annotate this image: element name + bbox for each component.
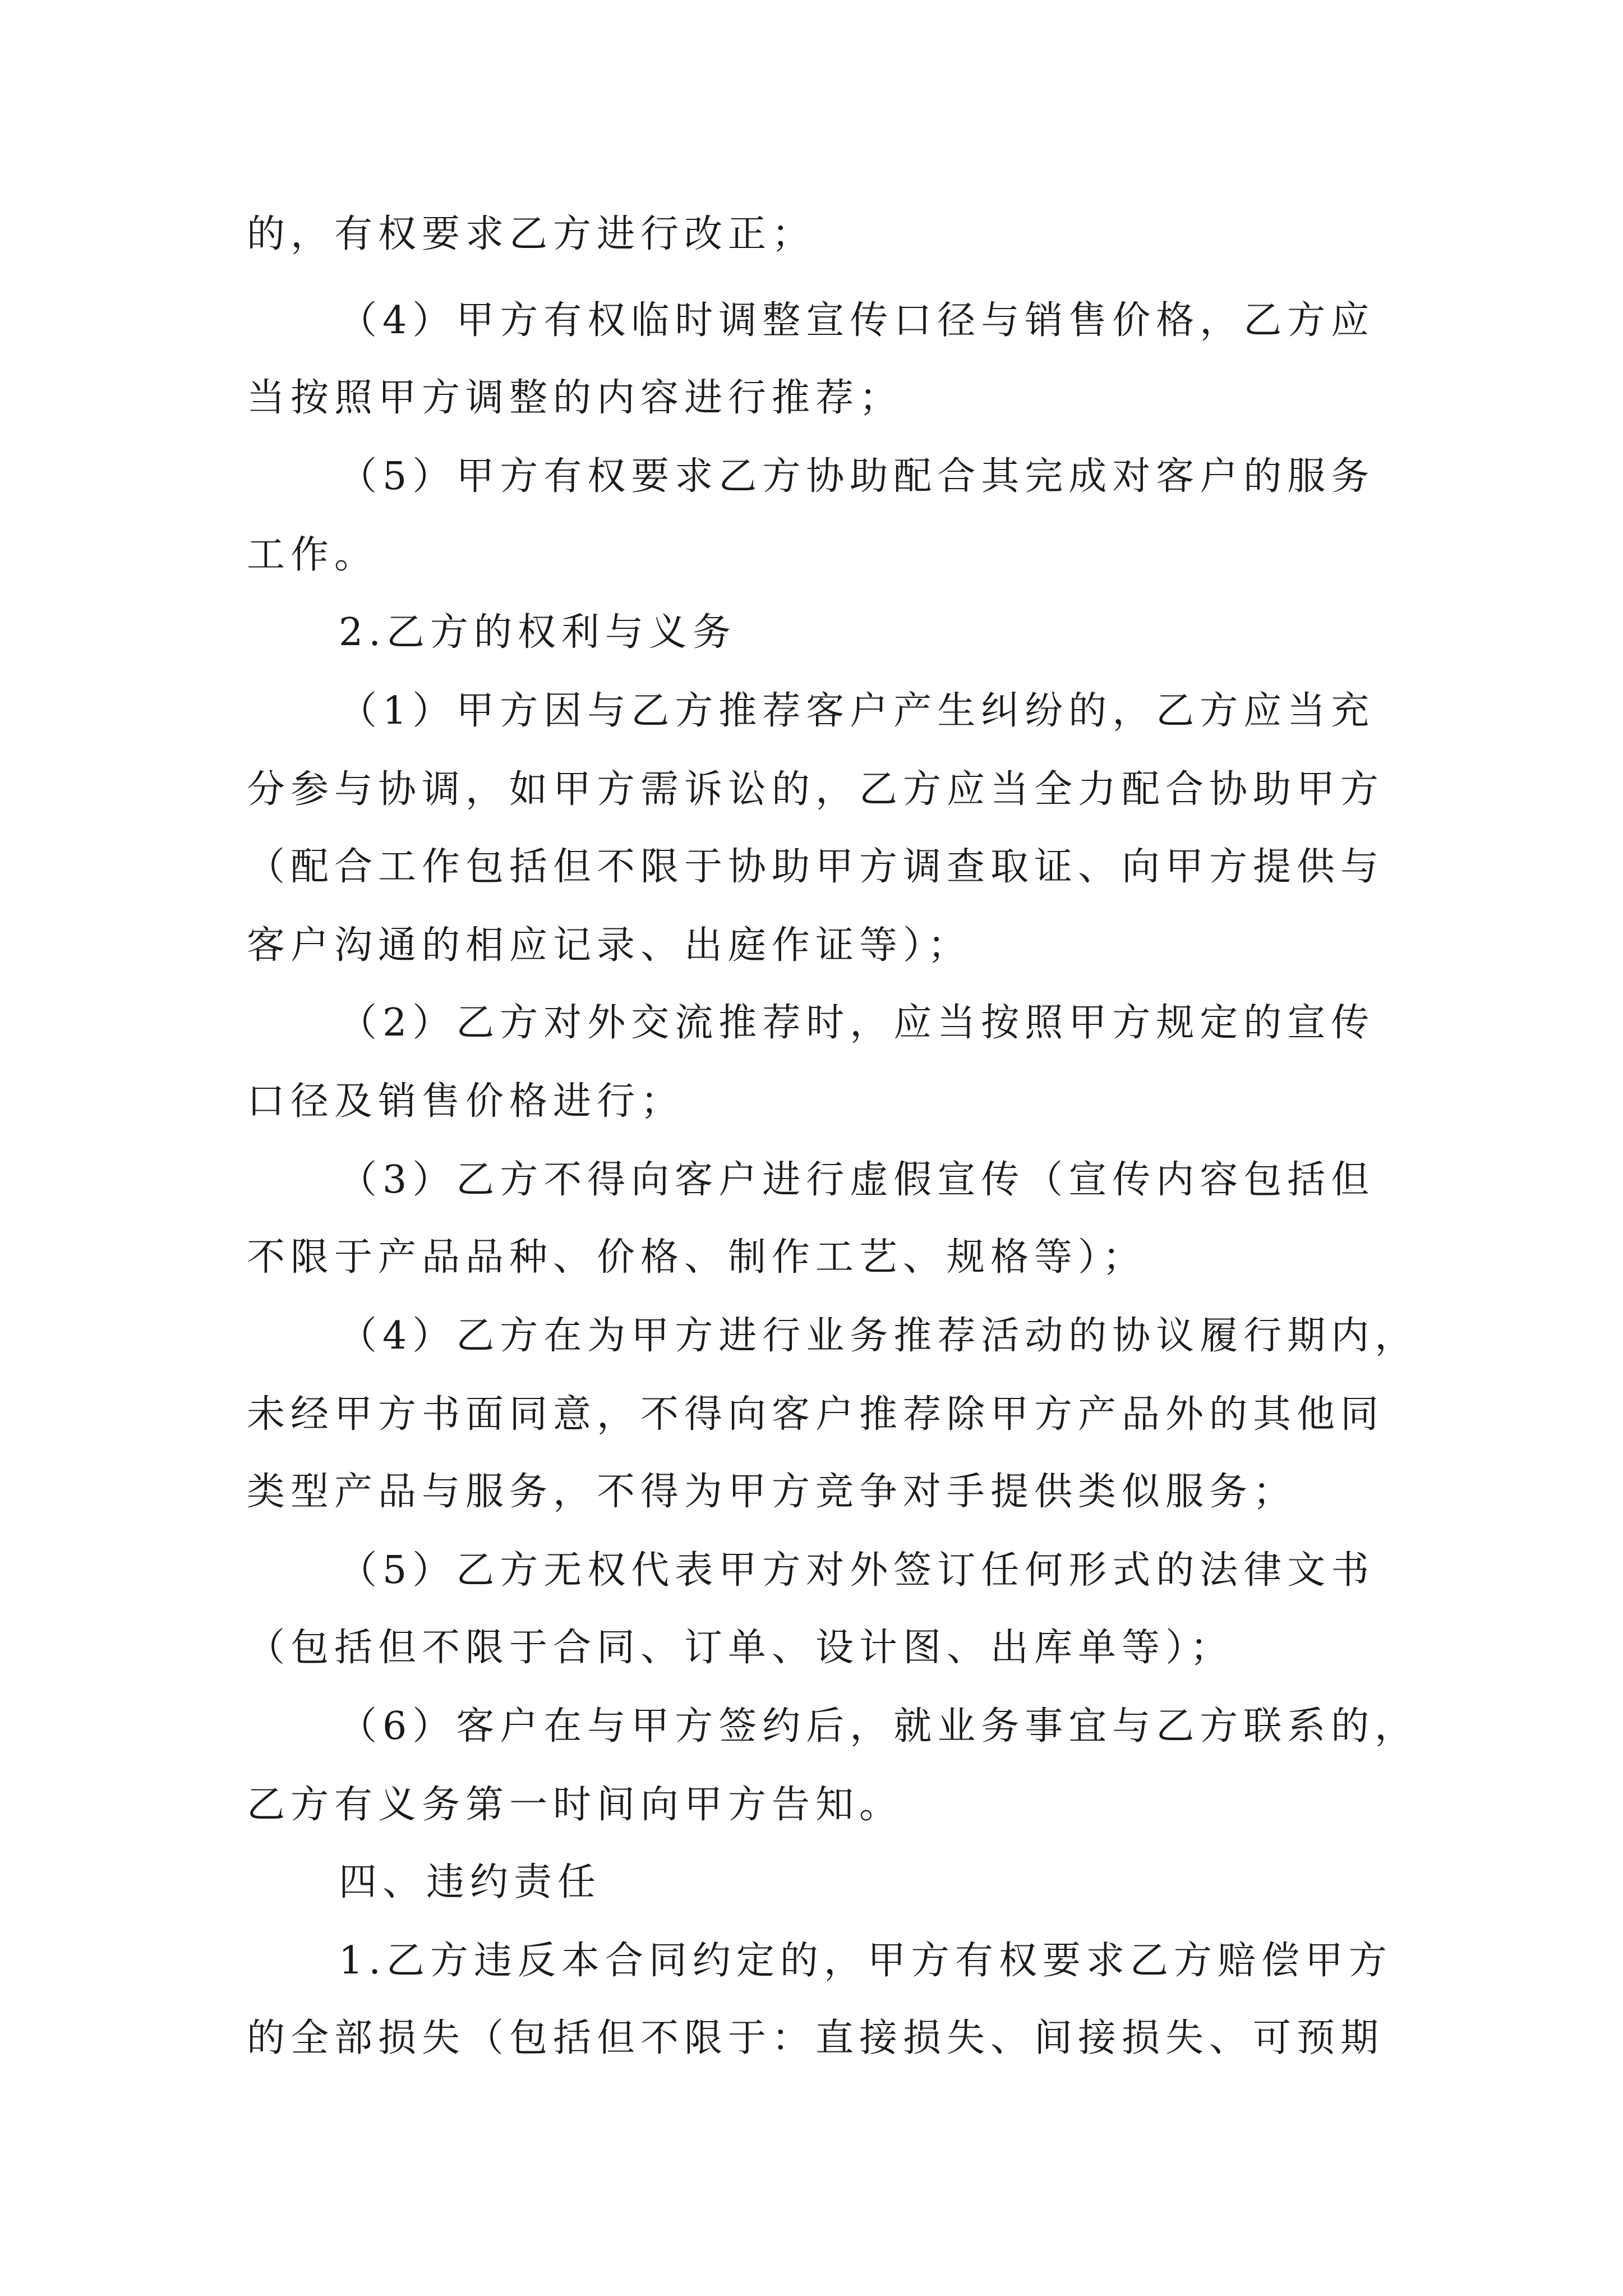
text-line: （6）客户在与甲方签约后，就业务事宜与乙方联系的， [339, 1704, 1419, 1749]
text-line: 工作。 [247, 533, 379, 577]
text-line: 未经甲方书面同意，不得向客户推荐除甲方产品外的其他同 [247, 1392, 1385, 1437]
text-line: （1）甲方因与乙方推荐客户产生纠纷的，乙方应当充 [339, 689, 1375, 733]
text-line: （5）乙方无权代表甲方对外签订任何形式的法律文书 [339, 1548, 1375, 1593]
text-line: 乙方有义务第一时间向甲方告知。 [247, 1783, 903, 1827]
text-line: 分参与协调，如甲方需诉讼的，乙方应当全力配合协助甲方 [247, 767, 1385, 812]
text-line: 类型产品与服务，不得为甲方竞争对手提供类似服务； [247, 1470, 1297, 1514]
text-line: （2）乙方对外交流推荐时，应当按照甲方规定的宣传 [339, 1001, 1375, 1045]
text-line: （4）甲方有权临时调整宣传口径与销售价格，乙方应 [339, 298, 1375, 343]
text-line: （配合工作包括但不限于协助甲方调查取证、向甲方提供与 [247, 845, 1385, 889]
text-line: 不限于产品品种、价格、制作工艺、规格等）； [247, 1235, 1147, 1280]
text-line: （5）甲方有权要求乙方协助配合其完成对客户的服务 [339, 454, 1375, 499]
text-line: （包括但不限于合同、订单、设计图、出库单等）； [247, 1626, 1234, 1670]
text-line: （3）乙方不得向客户进行虚假宣传（宣传内容包括但 [339, 1158, 1375, 1202]
text-line: （4）乙方在为甲方进行业务推荐活动的协议履行期内， [339, 1314, 1419, 1358]
text-line: 的全部损失（包括但不限于：直接损失、间接损失、可预期 [247, 2016, 1385, 2060]
text-line: 的，有权要求乙方进行改正； [247, 212, 816, 256]
section-heading: 2.乙方的权利与义务 [339, 610, 736, 655]
text-line: 客户沟通的相应记录、出庭作证等）； [247, 923, 972, 968]
text-line: 1.乙方违反本合同约定的，甲方有权要求乙方赔偿甲方 [339, 1939, 1393, 1983]
text-line: 口径及销售价格进行； [247, 1079, 685, 1124]
text-line: 当按照甲方调整的内容进行推荐； [247, 376, 903, 420]
section-heading: 四、违约责任 [339, 1860, 602, 1904]
